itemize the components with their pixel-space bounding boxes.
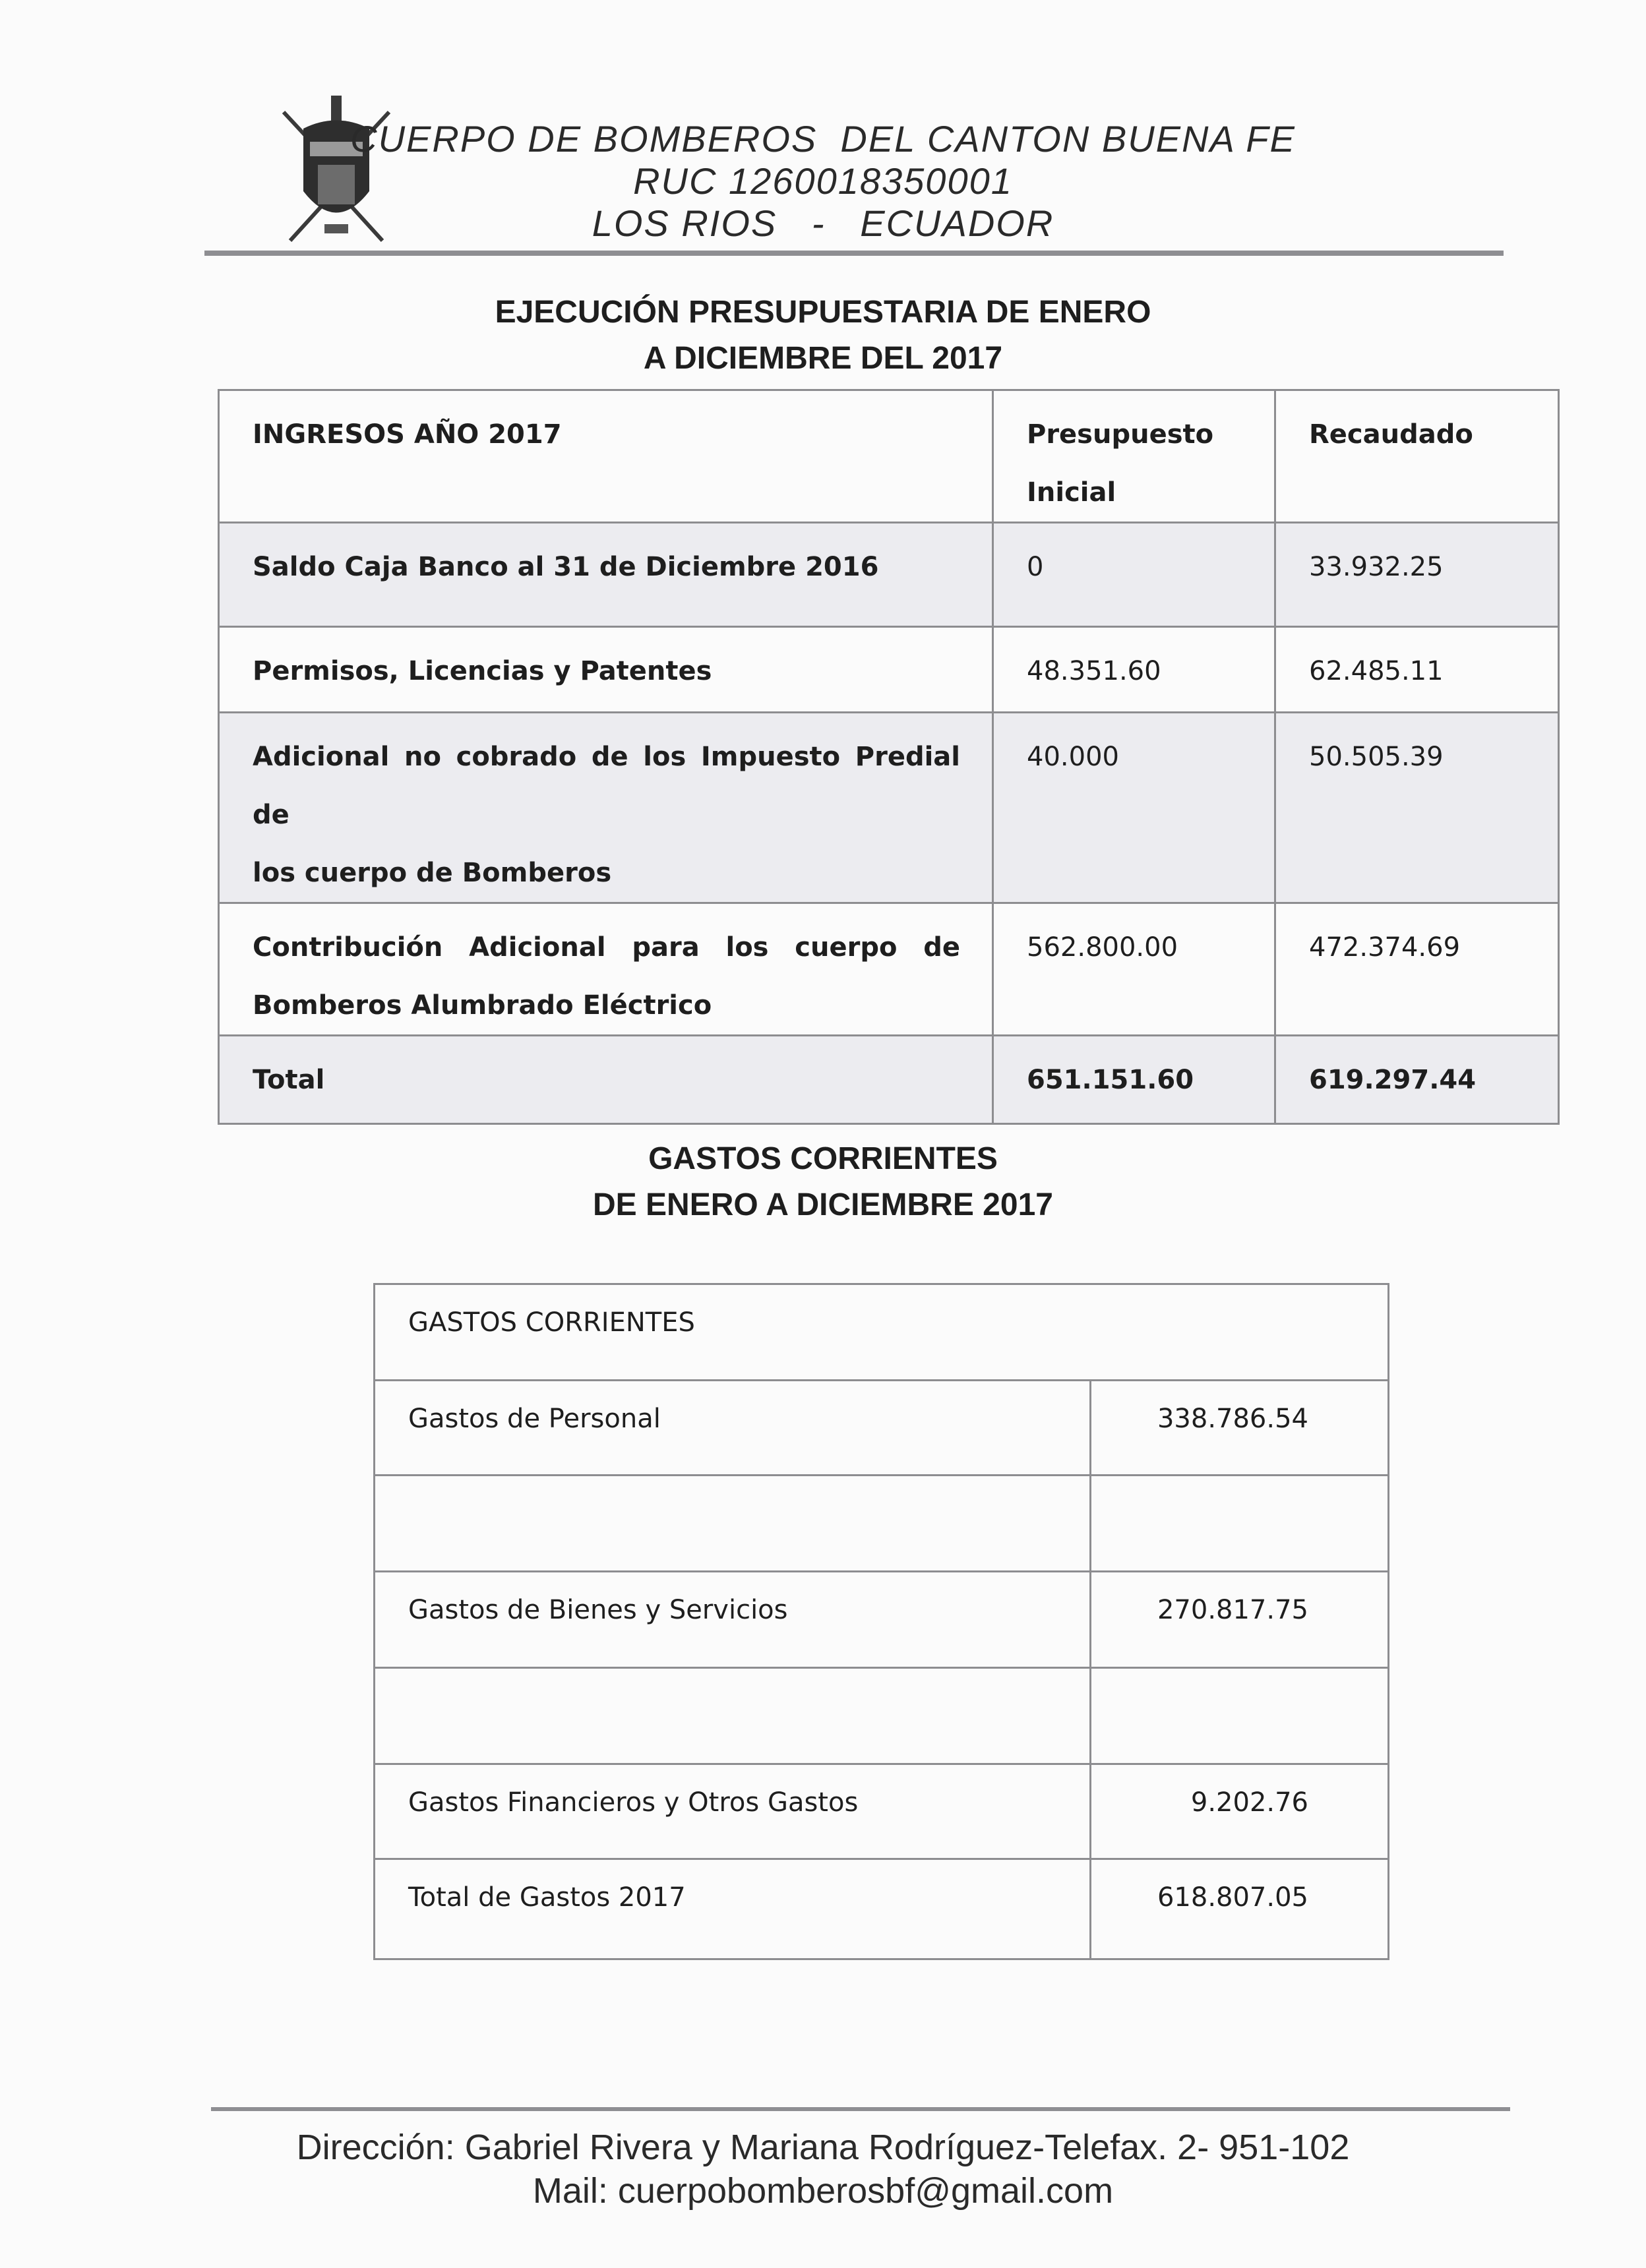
income-concept: Permisos, Licencias y Patentes xyxy=(219,627,993,713)
expense-row xyxy=(375,1572,1389,1668)
income-concept xyxy=(219,713,993,903)
expenses-table xyxy=(373,1283,1389,1960)
total-collected: 619.297.44 xyxy=(1275,1036,1559,1124)
income-concept-line1: Contribución Adicional para los cuerpo de xyxy=(253,932,960,963)
income-row xyxy=(219,627,1559,713)
expense-total-label: Total de Gastos 2017 xyxy=(375,1859,1091,1959)
total-initial: 651.151.60 xyxy=(993,1036,1275,1124)
expense-label: Gastos de Bienes y Servicios xyxy=(375,1572,1091,1668)
header-income: INGRESOS AÑO 2017 xyxy=(219,390,993,523)
expenses-title-line2: DE ENERO A DICIEMBRE 2017 xyxy=(593,1187,1053,1222)
expense-value: 270.817.75 xyxy=(1091,1572,1389,1668)
header-initial-budget xyxy=(993,390,1275,523)
expense-value: 9.202.76 xyxy=(1091,1764,1389,1859)
expense-total-row xyxy=(375,1859,1389,1959)
expenses-header: GASTOS CORRIENTES xyxy=(375,1284,1389,1381)
income-collected: 33.932.25 xyxy=(1275,523,1559,627)
income-row xyxy=(219,903,1559,1036)
expense-label: Gastos Financieros y Otros Gastos xyxy=(375,1764,1091,1859)
budget-title-line2: A DICIEMBRE DEL 2017 xyxy=(643,341,1003,376)
income-header-row xyxy=(219,390,1559,523)
organization-name: CUERPO DE BOMBEROS DEL CANTON BUENA FE xyxy=(350,118,1296,160)
income-concept-line1: Adicional no cobrado de los Impuesto Predial de xyxy=(253,742,960,830)
income-row xyxy=(219,713,1559,903)
expense-total-value: 618.807.05 xyxy=(1091,1859,1389,1959)
header-initial-line2: Inicial xyxy=(1027,477,1116,508)
expense-row xyxy=(375,1476,1389,1572)
expense-label: Gastos de Personal xyxy=(375,1381,1091,1476)
income-collected: 50.505.39 xyxy=(1275,713,1559,903)
expense-row xyxy=(375,1668,1389,1764)
expense-value xyxy=(1091,1476,1389,1572)
ruc-number: RUC 1260018350001 xyxy=(633,160,1013,202)
expenses-header-row xyxy=(375,1284,1389,1381)
income-initial: 48.351.60 xyxy=(993,627,1275,713)
expense-label xyxy=(375,1476,1091,1572)
expense-value xyxy=(1091,1668,1389,1764)
footer-rule xyxy=(211,2107,1510,2111)
header-rule xyxy=(204,251,1504,256)
expenses-title-line1: GASTOS CORRIENTES xyxy=(648,1141,998,1176)
expense-label xyxy=(375,1668,1091,1764)
income-initial: 562.800.00 xyxy=(993,903,1275,1036)
income-total-row xyxy=(219,1036,1559,1124)
footer-address: Dirección: Gabriel Rivera y Mariana Rodríguez-Telefax. 2- 951-102 xyxy=(296,2128,1350,2167)
income-collected: 472.374.69 xyxy=(1275,903,1559,1036)
income-concept: Saldo Caja Banco al 31 de Diciembre 2016 xyxy=(219,523,993,627)
income-concept-line2: los cuerpo de Bomberos xyxy=(253,858,612,888)
budget-title-line1: EJECUCIÓN PRESUPUESTARIA DE ENERO xyxy=(495,295,1151,330)
income-initial: 40.000 xyxy=(993,713,1275,903)
income-concept xyxy=(219,903,993,1036)
income-collected: 62.485.11 xyxy=(1275,627,1559,713)
expense-value: 338.786.54 xyxy=(1091,1381,1389,1476)
income-initial: 0 xyxy=(993,523,1275,627)
expense-row xyxy=(375,1764,1389,1859)
income-concept-line2: Bomberos Alumbrado Eléctrico xyxy=(253,990,712,1021)
header-initial-line1: Presupuesto xyxy=(1027,419,1214,450)
income-row xyxy=(219,523,1559,627)
income-table xyxy=(218,389,1560,1125)
header-collected: Recaudado xyxy=(1275,390,1559,523)
expense-row xyxy=(375,1381,1389,1476)
total-label: Total xyxy=(219,1036,993,1124)
footer-mail: Mail: cuerpobomberosbf@gmail.com xyxy=(532,2171,1114,2211)
location: LOS RIOS - ECUADOR xyxy=(592,202,1054,244)
